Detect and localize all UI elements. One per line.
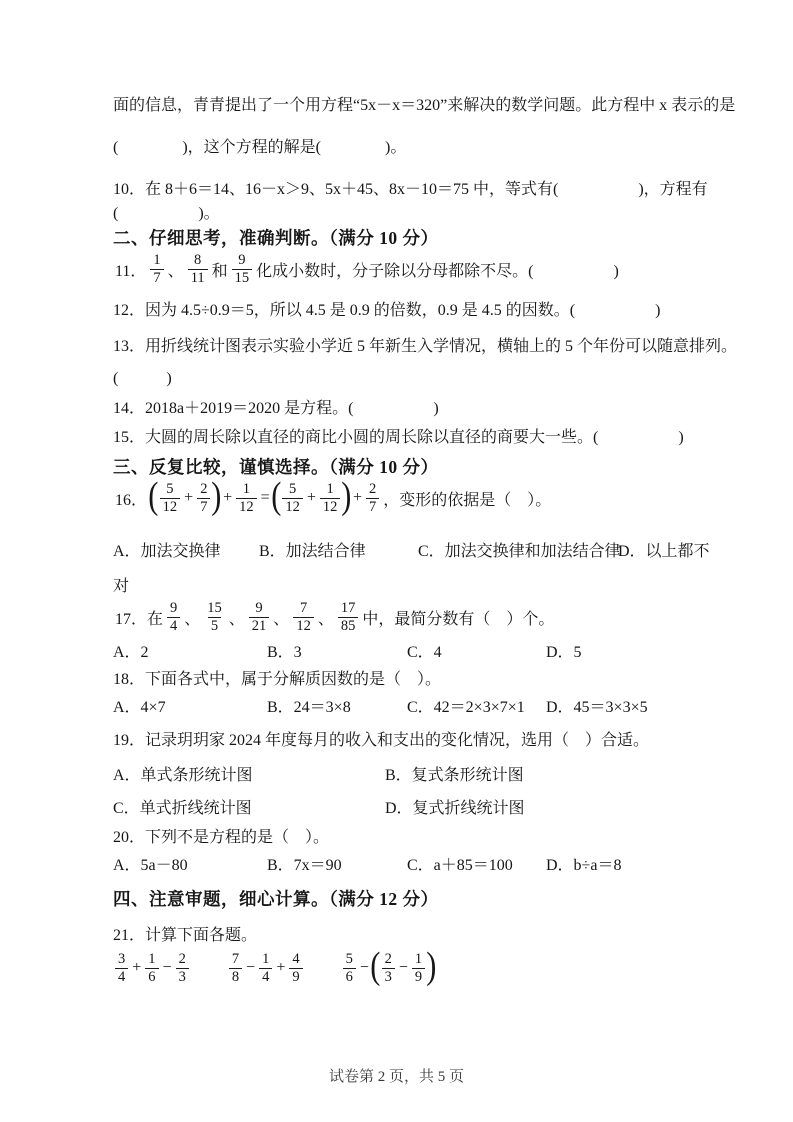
- fraction-numerator: 1: [242, 481, 251, 498]
- question-10-answer-blank: ( )。: [113, 205, 220, 222]
- option-b: B．复式条形统计图: [385, 767, 524, 784]
- question-14-text: 14．2018a＋2019＝2020 是方程。( ): [113, 400, 439, 417]
- fraction: [160, 481, 181, 514]
- fraction-denominator: 7: [366, 498, 379, 515]
- fraction-numerator: 8: [194, 252, 202, 269]
- question-19-text: 19．记录玥玥家 2024 年度每月的收入和支出的变化情况，选用（ ）合适。: [113, 732, 650, 749]
- math-text: −: [359, 959, 369, 976]
- fraction-numerator: 5: [166, 481, 174, 498]
- fraction: [232, 252, 253, 285]
- fraction-denominator: 4: [115, 968, 128, 985]
- question-16-text: [113, 470, 553, 526]
- math-text: [193, 957, 225, 980]
- fraction-numerator: 2: [369, 481, 377, 498]
- fraction-numerator: 9: [170, 600, 178, 617]
- fraction-denominator: 3: [176, 968, 189, 985]
- fraction-numerator: 4: [292, 951, 300, 968]
- fraction-denominator: 8: [229, 968, 242, 985]
- option-b: B．7x＝90: [267, 857, 342, 874]
- math-text: [307, 957, 339, 980]
- fraction-denominator: 4: [167, 617, 180, 634]
- fraction-numerator: 2: [384, 951, 392, 968]
- question-9-answer-blanks: ( )，这个方程的解是( )。: [113, 139, 407, 156]
- section-4-header: 四、注意审题，细心计算。（满分 12 分）: [113, 889, 439, 909]
- option-d: D．b÷a＝8: [546, 857, 622, 874]
- question-20-options: [113, 848, 621, 884]
- fraction-numerator: 5: [345, 951, 353, 968]
- fraction-denominator: 7: [150, 269, 163, 286]
- math-text: −: [246, 959, 256, 976]
- question-12-text: 12．因为 4.5÷0.9＝5，所以 4.5 是 0.9 的倍数，0.9 是 4.5 的因数。( ): [113, 302, 661, 319]
- fraction-numerator: 3: [118, 951, 126, 968]
- fraction-numerator: 1: [262, 951, 270, 968]
- question-16-options: [113, 534, 710, 570]
- math-text: +: [276, 959, 286, 976]
- question-9-text-line-1: 面的信息，青青提出了一个用方程“5x－x＝320”来解决的数学问题。此方程中 x 表示的是: [113, 97, 736, 114]
- fraction: [412, 951, 425, 984]
- fraction-denominator: 12: [236, 498, 257, 515]
- fraction-denominator: 21: [249, 617, 270, 634]
- big-paren: (: [270, 474, 282, 517]
- fraction: [289, 951, 302, 984]
- question-11-text: [113, 243, 621, 295]
- fraction-denominator: 15: [232, 269, 253, 286]
- fraction: [293, 600, 314, 633]
- math-text: 、: [273, 610, 290, 628]
- question-21-expressions: [113, 940, 436, 996]
- option-a: A．加法交换律: [113, 543, 221, 560]
- math-text: 化成小数时，分子除以分母都除不尽。( ): [256, 262, 619, 280]
- question-15-text: 15．大圆的周长除以直径的商比小圆的周长除以直径的商要大一些。( ): [113, 429, 684, 446]
- fraction: [145, 951, 158, 984]
- fraction: [150, 252, 163, 285]
- option-c: C．4: [407, 644, 442, 661]
- fraction-denominator: 3: [382, 968, 395, 985]
- option-a: A．2: [113, 644, 149, 661]
- fraction-numerator: 1: [326, 481, 334, 498]
- fraction-numerator: 1: [153, 252, 161, 269]
- big-paren: ): [341, 474, 352, 517]
- fraction-numerator: 2: [200, 481, 208, 498]
- math-text: 中，最简分数有（ ）个。: [362, 610, 555, 628]
- option-b: B．3: [267, 644, 302, 661]
- option-d: D．45＝3×3×5: [546, 699, 648, 716]
- option-d: D．5: [546, 644, 582, 661]
- question-10-text: 10．在 8＋6＝14、16－x＞9、5x＋45、8x－10＝75 中，等式有( )，方程有: [113, 181, 708, 198]
- fraction-denominator: 7: [197, 498, 210, 515]
- option-c: C．加法交换律和加法结合律: [418, 543, 621, 560]
- math-text: +: [223, 489, 233, 506]
- question-18-text: 18．下面各式中，属于分解质因数的是（ ）。: [113, 671, 442, 688]
- fraction: [382, 951, 395, 984]
- math-text: 、: [184, 610, 201, 628]
- fraction-numerator: 9: [238, 252, 246, 269]
- option-c: C．a＋85＝100: [407, 857, 513, 874]
- question-13-text: 13．用折线统计图表示实验小学近 5 年新生入学情况，横轴上的 5 个年份可以随意排列。: [113, 338, 738, 355]
- option-a: A．5a－80: [113, 857, 188, 874]
- fraction-denominator: 85: [338, 617, 359, 634]
- fraction: [343, 951, 356, 984]
- option-a: A．单式条形统计图: [113, 767, 253, 784]
- math-text: 17．在: [115, 610, 164, 628]
- math-text: −: [398, 959, 408, 976]
- fraction-numerator: 1: [148, 951, 156, 968]
- fraction: [229, 951, 242, 984]
- math-text: 、: [167, 262, 184, 280]
- math-text: 和: [211, 262, 228, 280]
- option-c: C．单式折线统计图: [113, 800, 252, 817]
- fraction: [188, 252, 208, 285]
- fraction: [366, 481, 379, 514]
- fraction-denominator: 4: [259, 968, 272, 985]
- math-text: +: [184, 489, 194, 506]
- page-footer: 试卷第 2 页，共 5 页: [328, 1069, 464, 1085]
- math-text: +: [132, 959, 142, 976]
- fraction-denominator: 6: [343, 968, 356, 985]
- math-text: ，变形的依据是（ ）。: [383, 491, 552, 509]
- fraction-denominator: 9: [412, 968, 425, 985]
- fraction-denominator: 12: [282, 498, 303, 515]
- fraction-denominator: 6: [145, 968, 158, 985]
- fraction-numerator: 5: [288, 481, 297, 498]
- question-20-text: 20．下列不是方程的是（ ）。: [113, 829, 330, 846]
- big-paren: ): [426, 944, 437, 987]
- fraction-denominator: 12: [320, 498, 341, 515]
- math-text: 、: [317, 610, 334, 628]
- fraction: [249, 600, 270, 633]
- question-19-options-row-1: [113, 758, 524, 794]
- fraction-numerator: 2: [178, 951, 186, 968]
- math-text: 、: [228, 610, 245, 628]
- math-text: −: [162, 959, 172, 976]
- question-18-options: [113, 690, 648, 726]
- big-paren: ): [211, 474, 222, 517]
- option-b: B．24＝3×8: [267, 699, 351, 716]
- fraction-denominator: 9: [289, 968, 302, 985]
- fraction-numerator: 1: [414, 951, 423, 968]
- big-paren: (: [148, 474, 159, 517]
- fraction-numerator: 15: [207, 600, 222, 617]
- fraction-denominator: 11: [188, 269, 208, 286]
- fraction: [259, 951, 272, 984]
- fraction-numerator: 17: [340, 600, 356, 617]
- fraction-denominator: 5: [208, 617, 221, 634]
- question-13-answer-blank: ( ): [113, 370, 172, 387]
- fraction: [115, 951, 128, 984]
- fraction-numerator: 7: [231, 951, 240, 968]
- option-b: B．加法结合律: [259, 543, 366, 560]
- fraction-numerator: 9: [255, 600, 263, 617]
- fraction-denominator: 12: [160, 498, 181, 515]
- math-text: 16．: [115, 491, 148, 509]
- math-text: 11．: [115, 262, 147, 280]
- option-a: A．4×7: [113, 699, 166, 716]
- option-d: D．以上都不: [618, 543, 710, 560]
- fraction: [197, 481, 210, 514]
- fraction: [338, 600, 359, 633]
- math-text: +: [353, 489, 363, 506]
- fraction: [176, 951, 189, 984]
- question-21-text: 21．计算下面各题。: [113, 927, 258, 944]
- fraction: [204, 600, 225, 633]
- fraction-numerator: 7: [299, 600, 308, 617]
- fraction: [282, 481, 303, 514]
- fraction: [236, 481, 257, 514]
- fraction-denominator: 12: [293, 617, 314, 634]
- option-d-wrap-text: 对: [113, 578, 130, 595]
- option-c: C．42＝2×3×7×1: [407, 699, 525, 716]
- fraction: [167, 600, 180, 633]
- math-text: =: [260, 489, 270, 506]
- section-3-header: 三、反复比较，谨慎选择。（满分 10 分）: [113, 457, 439, 477]
- option-d: D．复式折线统计图: [385, 800, 525, 817]
- fraction: [320, 481, 341, 514]
- section-2-header: 二、仔细思考，准确判断。（满分 10 分）: [113, 228, 439, 248]
- math-text: +: [306, 489, 316, 506]
- big-paren: (: [370, 944, 381, 987]
